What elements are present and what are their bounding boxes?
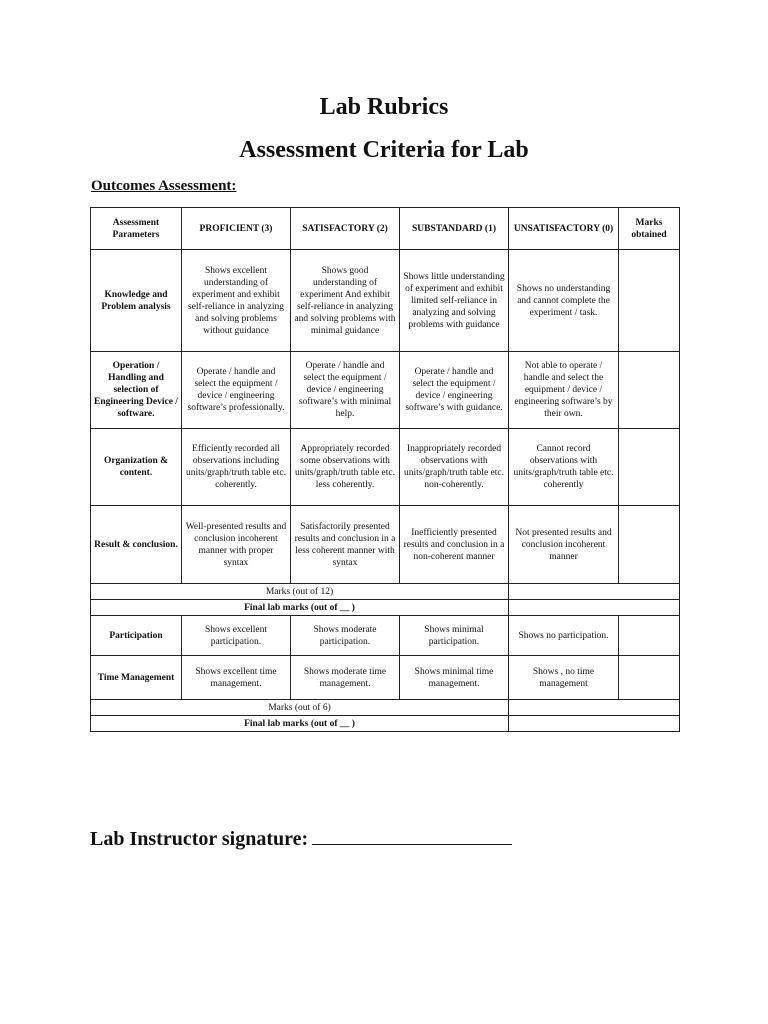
cell-satisfactory: Operate / handle and select the equipment / device / engineering software’s with minimal help. [291, 352, 400, 429]
cell-unsatisfactory: Not presented results and conclusion incoherent manner [509, 506, 619, 584]
header-marks: Marks obtained [619, 208, 680, 250]
cell-proficient: Shows excellent participation. [182, 616, 291, 656]
cell-proficient: Operate / handle and select the equipment / device / engineering software’s professionally. [182, 352, 291, 429]
header-param: Assessment Parameters [91, 208, 182, 250]
cell-marks[interactable] [619, 506, 680, 584]
cell-unsatisfactory: Shows no understanding and cannot complete the experiment / task. [509, 250, 619, 352]
signature-label: Lab Instructor signature: [90, 828, 309, 850]
header-proficient: PROFICIENT (3) [182, 208, 291, 250]
page-title: Lab Rubrics [319, 94, 449, 120]
signature-block [90, 826, 512, 851]
table-header-row [91, 208, 680, 250]
final-marks-row-2 [91, 716, 680, 732]
table-row [91, 429, 680, 506]
header-substandard: SUBSTANDARD (1) [400, 208, 509, 250]
marks-row-6 [91, 700, 680, 716]
cell-marks[interactable] [619, 429, 680, 506]
row-param: Result & conclusion. [91, 506, 182, 584]
cell-substandard: Inefficiently presented results and conclusion in a non-coherent manner [400, 506, 509, 584]
cell-substandard: Inappropriately recorded observations with units/graph/truth table etc. non-coherently. [400, 429, 509, 506]
cell-proficient: Well-presented results and conclusion incoherent manner with proper syntax [182, 506, 291, 584]
cell-proficient: Shows excellent understanding of experiment and exhibit self-reliance in analyzing and solving problems without guidance [182, 250, 291, 352]
cell-proficient: Efficiently recorded all observations including units/graph/truth table etc. coherently. [182, 429, 291, 506]
cell-satisfactory: Satisfactorily presented results and conclusion in a less coherent manner with syntax [291, 506, 400, 584]
marks-12-label: Marks (out of 12) [91, 584, 509, 600]
cell-unsatisfactory: Not able to operate / handle and select the equipment / device / engineering software’s by their own. [509, 352, 619, 429]
marks-row-12 [91, 584, 680, 600]
section-heading: Outcomes Assessment: [91, 178, 237, 194]
cell-marks[interactable] [619, 250, 680, 352]
cell-substandard: Shows little understanding of experiment and exhibit limited self-reliance in analyzing and solving problems with guidance [400, 250, 509, 352]
cell-substandard: Shows minimal time management. [400, 656, 509, 700]
cell-satisfactory: Shows moderate participation. [291, 616, 400, 656]
cell-proficient: Shows excellent time management. [182, 656, 291, 700]
header-unsatisfactory: UNSATISFACTORY (0) [509, 208, 619, 250]
cell-substandard: Shows minimal participation. [400, 616, 509, 656]
cell-marks[interactable] [619, 352, 680, 429]
cell-substandard: Operate / handle and select the equipment / device / engineering software’s with guidance. [400, 352, 509, 429]
row-param: Participation [91, 616, 182, 656]
cell-satisfactory: Appropriately recorded some observations with units/graph/truth table etc. less coherently. [291, 429, 400, 506]
marks-12-value[interactable] [509, 584, 680, 600]
cell-satisfactory: Shows good understanding of experiment And exhibit self-reliance in analyzing and solving problems with minimal guidance [291, 250, 400, 352]
final-marks-1-label: Final lab marks (out of __ ) [91, 600, 509, 616]
table-row [91, 352, 680, 429]
rubric-table [90, 207, 680, 732]
cell-unsatisfactory: Cannot record observations with units/graph/truth table etc. coherently [509, 429, 619, 506]
table-row [91, 616, 680, 656]
cell-unsatisfactory: Shows , no time management [509, 656, 619, 700]
cell-marks[interactable] [619, 616, 680, 656]
final-marks-row-1 [91, 600, 680, 616]
signature-line[interactable] [312, 826, 512, 845]
table-row [91, 506, 680, 584]
header-satisfactory: SATISFACTORY (2) [291, 208, 400, 250]
cell-satisfactory: Shows moderate time management. [291, 656, 400, 700]
row-param: Organization & content. [91, 429, 182, 506]
final-marks-2-value[interactable] [509, 716, 680, 732]
row-param: Operation / Handling and selection of Engineering Device / software. [91, 352, 182, 429]
row-param: Time Management [91, 656, 182, 700]
table-row [91, 250, 680, 352]
page-subtitle: Assessment Criteria for Lab [239, 137, 529, 163]
row-param: Knowledge and Problem analysis [91, 250, 182, 352]
table-row [91, 656, 680, 700]
cell-marks[interactable] [619, 656, 680, 700]
final-marks-1-value[interactable] [509, 600, 680, 616]
marks-6-label: Marks (out of 6) [91, 700, 509, 716]
final-marks-2-label: Final lab marks (out of __ ) [91, 716, 509, 732]
cell-unsatisfactory: Shows no participation. [509, 616, 619, 656]
marks-6-value[interactable] [509, 700, 680, 716]
